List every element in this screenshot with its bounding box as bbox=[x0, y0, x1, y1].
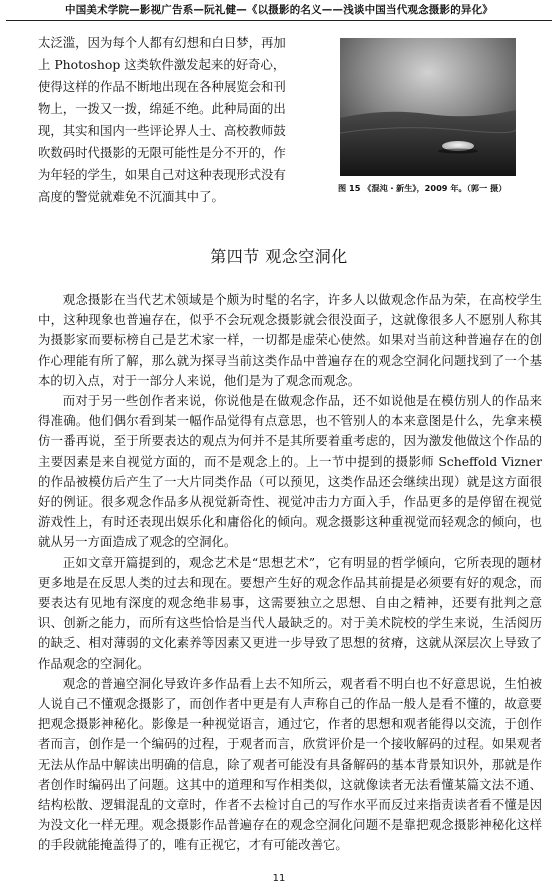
body-paragraph: 正如文章开篇提到的，观念艺术是“思想艺术”，它有明显的哲学倾向，它所表现的题材更多地是在反思人类的过去和现在。要想产生好的观念作品其前提是必须要有好的观念，而要表达有见地有深度的观念绝非易事，这需要独立之思想、自由之精神，还要有批判之意识、创新之能力，而所有这些恰恰是当代人最缺乏的。对于美术院校的学生来说，生活阅历的缺乏、相对薄弱的文化素养等因素又更进一步导致了思想的贫瘠，这就从深层次上导致了作品观念的空洞化。 bbox=[38, 554, 542, 671]
figure-caption: 图 15 《混沌・新生》，2009 年。（郭一 摄） bbox=[338, 183, 507, 193]
body-paragraph: 观念的普遍空洞化导致许多作品看上去不知所云，观者看不明白也不好意思说，生怕被人说自己不懂观念摄影了，而创作者中更是有人声称自己的作品一般人是看不懂的，故意要把观念摄影神秘化。影像是一种视觉语言，通过它，作者的思想和观者能得以交流，于创作者而言，创作是一个编码的过程，于观者而言，欣赏评价是一个接收解码的过程。如果观者无法从作品中解读出明确的信息，除了观者可能没有具备解码的基本背景知识外，那就是作者创作时编码出了问题。这其中的道理和写作相类似，这就像读者无法看懂某篇文法不通、结构松散、逻辑混乱的文章时，作者不去检讨自己的写作水平而反过来指责读者看不懂是因为没文化一样无理。观念摄影作品普遍存在的观念空洞化问题不是靠把观念摄影神秘化这样的手段就能掩盖得了的，唯有正视它，才有可能改善它。 bbox=[38, 675, 542, 853]
body-paragraph: 而对于另一些创作者来说，你说他是在做观念作品，还不如说他是在模仿别人的作品来得准确。他们偶尔看到某一幅作品觉得有点意思，也不管别人的本来意图是什么，先拿来模仿一番再说，至于所要表达的观点为何并不是其所要着重考虑的，因为激发他做这个作品的主要因素是来自视觉方面的，而不是观念上的。上一节中提到的摄影师 Scheffold Vizner 的作品被模仿后产生了一大片同类作品（可以预见，这类作品还会继续出现）就是这方面很好的例证。很多观念作品多从视觉新奇性、视觉冲击力方面入手，作品更多的是停留在视觉游戏性上，有时还表现出娱乐化和庸俗化的倾向。观念摄影这种重视觉而轻观念的倾向，也就从另一方面造成了观念的空洞化。 bbox=[38, 393, 542, 550]
intro-text-block bbox=[38, 32, 286, 208]
body-paragraph: 观念摄影在当代艺术领域是个颇为时髦的名字，许多人以做观念作品为荣，在高校学生中，这种现象也普遍存在，似乎不会玩观念摄影就会很没面子，这就像很多人不愿别人称其为摄影家而要标榜自己是艺术家一样，一切都是虚荣心使然。如果对当前这种普遍存在的创作心理能有所了解，那么就为探寻当前这类作品中普遍存在的观念空洞化问题找到了一个基本的切入点，对于一部分人来说，他们是为了观念而观念。 bbox=[38, 292, 542, 388]
section-heading: 第四节 观念空洞化 bbox=[210, 247, 348, 266]
page-number: 11 bbox=[272, 873, 286, 884]
figure-photo bbox=[340, 38, 516, 176]
photo-image bbox=[340, 38, 516, 176]
header-divider bbox=[6, 20, 552, 21]
body-text-block bbox=[38, 290, 542, 856]
intro-paragraph: 太泛滥，因为每个人都有幻想和白日梦，再加上 Photoshop 这类软件激发起来的好奇心，使得这样的作品不断地出现在各种展览会和刊物上，一拨又一拨，绵延不绝。此种局面的出现，其实和国内一些评论界人士、高校教师鼓吹数码时代摄影的无限可能性是分不开的，作为年轻的学生，如果自己对这种表现形式没有高度的警觉就难免不沉湎其中了。 bbox=[38, 35, 286, 204]
running-header: 中国美术学院—影视广告系—阮礼健—《以摄影的名义——浅谈中国当代观念摄影的异化》 bbox=[65, 4, 493, 16]
